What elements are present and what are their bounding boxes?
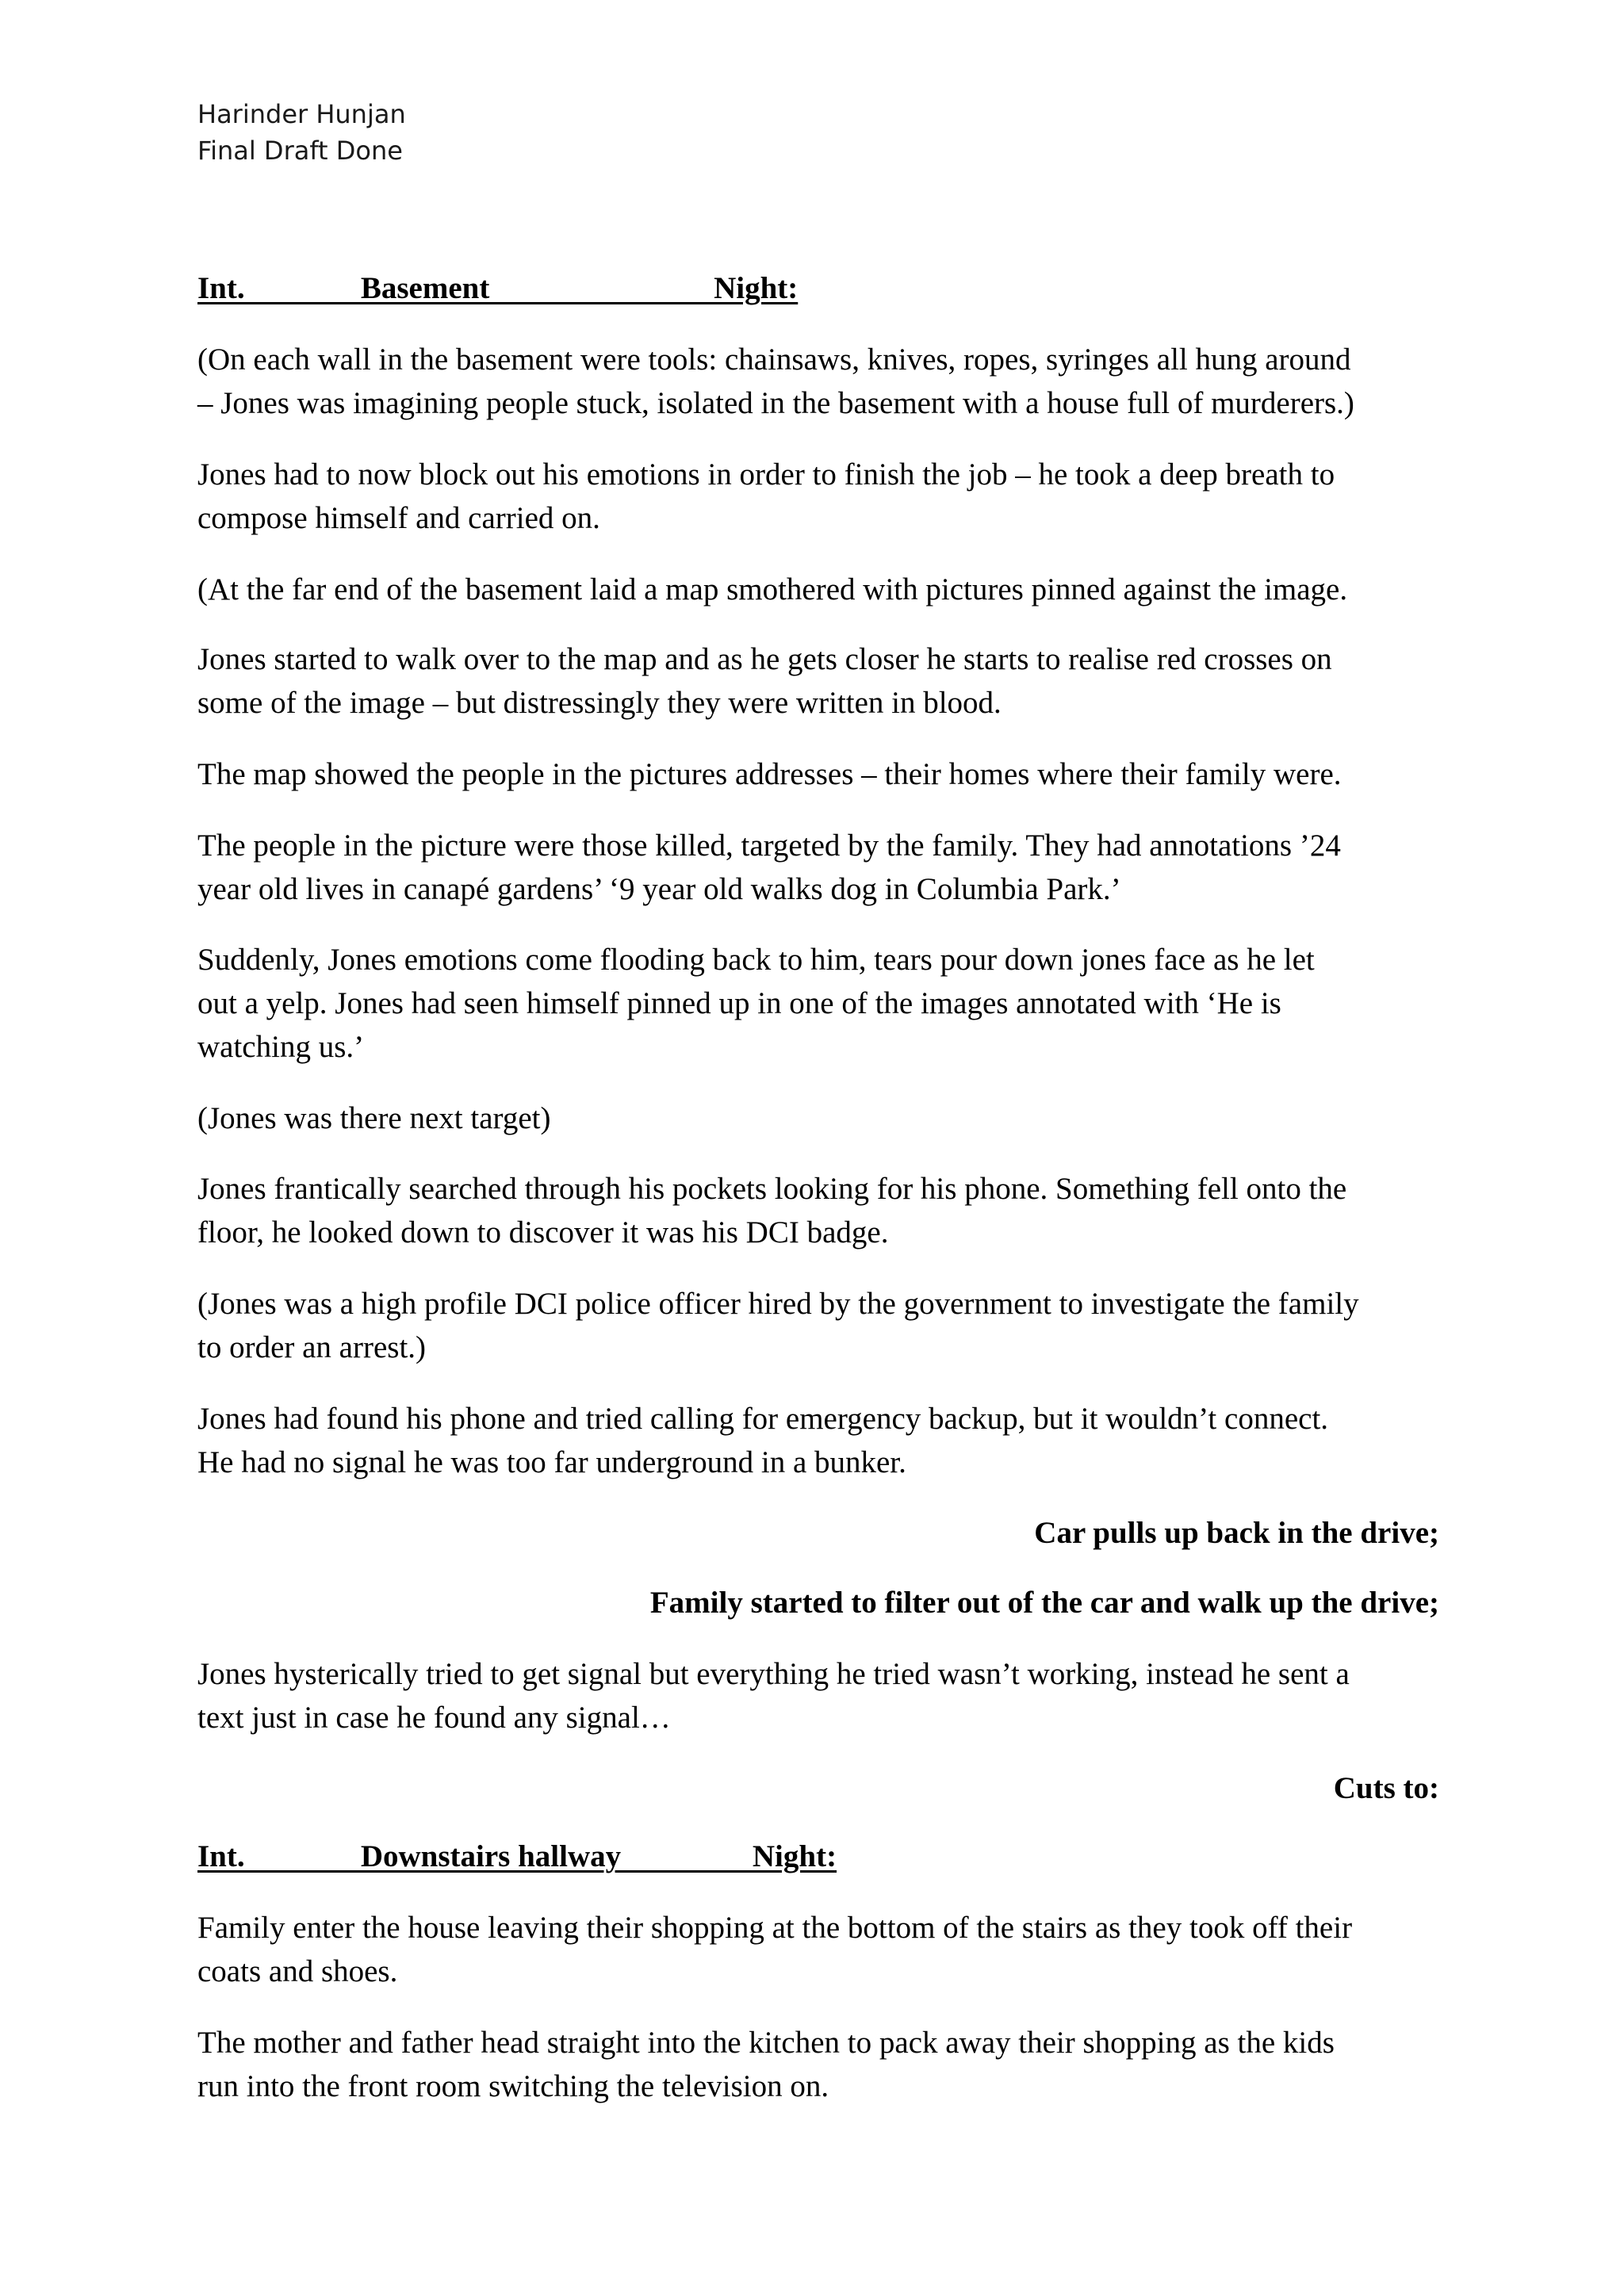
- paragraph-line: run into the front room switching the television on.: [197, 2069, 829, 2103]
- scene-heading-downstairs-hallway: Int. Downstairs hallway Night:: [197, 1839, 837, 1873]
- paragraph-line: watching us.’: [197, 1030, 365, 1064]
- paragraph: [197, 568, 1450, 611]
- paragraph-line: Jones had to now block out his emotions in order to finish the job – he took a deep breath to: [197, 457, 1335, 492]
- paragraph: [197, 637, 1450, 725]
- paragraph-line: (Jones was a high profile DCI police officer hired by the government to investigate the family: [197, 1287, 1359, 1321]
- direction-car-pulls-up: Car pulls up back in the drive;: [1034, 1516, 1439, 1550]
- paragraph: [197, 453, 1450, 540]
- paragraph-line: Jones had found his phone and tried calling for emergency backup, but it wouldn’t connect.: [197, 1402, 1329, 1436]
- paragraph-line: He had no signal he was too far underground in a bunker.: [197, 1445, 906, 1479]
- paragraph: [197, 1397, 1450, 1484]
- direction-family-filters-out: Family started to filter out of the car and walk up the drive;: [649, 1586, 1439, 1620]
- paragraph: [197, 752, 1450, 796]
- paragraph: [197, 824, 1450, 911]
- paragraph-line: coats and shoes.: [197, 1954, 398, 1988]
- paragraph-line: compose himself and carried on.: [197, 501, 600, 535]
- paragraph-line: Jones started to walk over to the map and as he gets closer he starts to realise red crosses on: [197, 642, 1332, 676]
- paragraph-line: out a yelp. Jones had seen himself pinned up in one of the images annotated with ‘He is: [197, 986, 1281, 1020]
- draft-status: Final Draft Done: [197, 136, 403, 166]
- paragraph-line: (At the far end of the basement laid a map smothered with pictures pinned against the image.: [197, 572, 1348, 607]
- paragraph-line: (On each wall in the basement were tools: chainsaws, knives, ropes, syringes all hung around: [197, 342, 1351, 377]
- scene-heading-basement: Int. Basement Night:: [197, 271, 799, 305]
- paragraph-line: text just in case he found any signal…: [197, 1701, 671, 1735]
- paragraph: [197, 2021, 1450, 2108]
- paragraph-line: The people in the picture were those killed, targeted by the family. They had annotations ’24: [197, 828, 1341, 863]
- paragraph-line: year old lives in canapé gardens’ ‘9 year old walks dog in Columbia Park.’: [197, 872, 1121, 906]
- paragraph: [197, 1096, 1450, 1140]
- paragraph-line: – Jones was imagining people stuck, isolated in the basement with a house full of murderers.): [197, 386, 1354, 420]
- paragraph: [197, 1652, 1450, 1739]
- paragraph-line: floor, he looked down to discover it was his DCI badge.: [197, 1215, 889, 1249]
- paragraph-line: Jones frantically searched through his pockets looking for his phone. Something fell onto the: [197, 1172, 1347, 1206]
- author-name: Harinder Hunjan: [197, 99, 406, 129]
- paragraph-line: The mother and father head straight into the kitchen to pack away their shopping as the kids: [197, 2026, 1335, 2060]
- paragraph: [197, 1906, 1450, 1993]
- paragraph: [197, 1282, 1450, 1369]
- paragraph-line: some of the image – but distressingly they were written in blood.: [197, 686, 1002, 720]
- paragraph: [197, 938, 1450, 1069]
- paragraph-line: The map showed the people in the pictures addresses – their homes where their family were.: [197, 757, 1342, 791]
- transition-cuts-to: Cuts to:: [1333, 1771, 1439, 1805]
- paragraph-line: (Jones was there next target): [197, 1101, 551, 1135]
- paragraph-line: to order an arrest.): [197, 1330, 427, 1364]
- paragraph: [197, 1167, 1450, 1254]
- paragraph-line: Family enter the house leaving their shopping at the bottom of the stairs as they took off their: [197, 1911, 1353, 1945]
- paragraph-line: Suddenly, Jones emotions come flooding back to him, tears pour down jones face as he let: [197, 943, 1315, 977]
- paragraph-line: Jones hysterically tried to get signal but everything he tried wasn’t working, instead he sent a: [197, 1657, 1350, 1691]
- paragraph: [197, 338, 1450, 425]
